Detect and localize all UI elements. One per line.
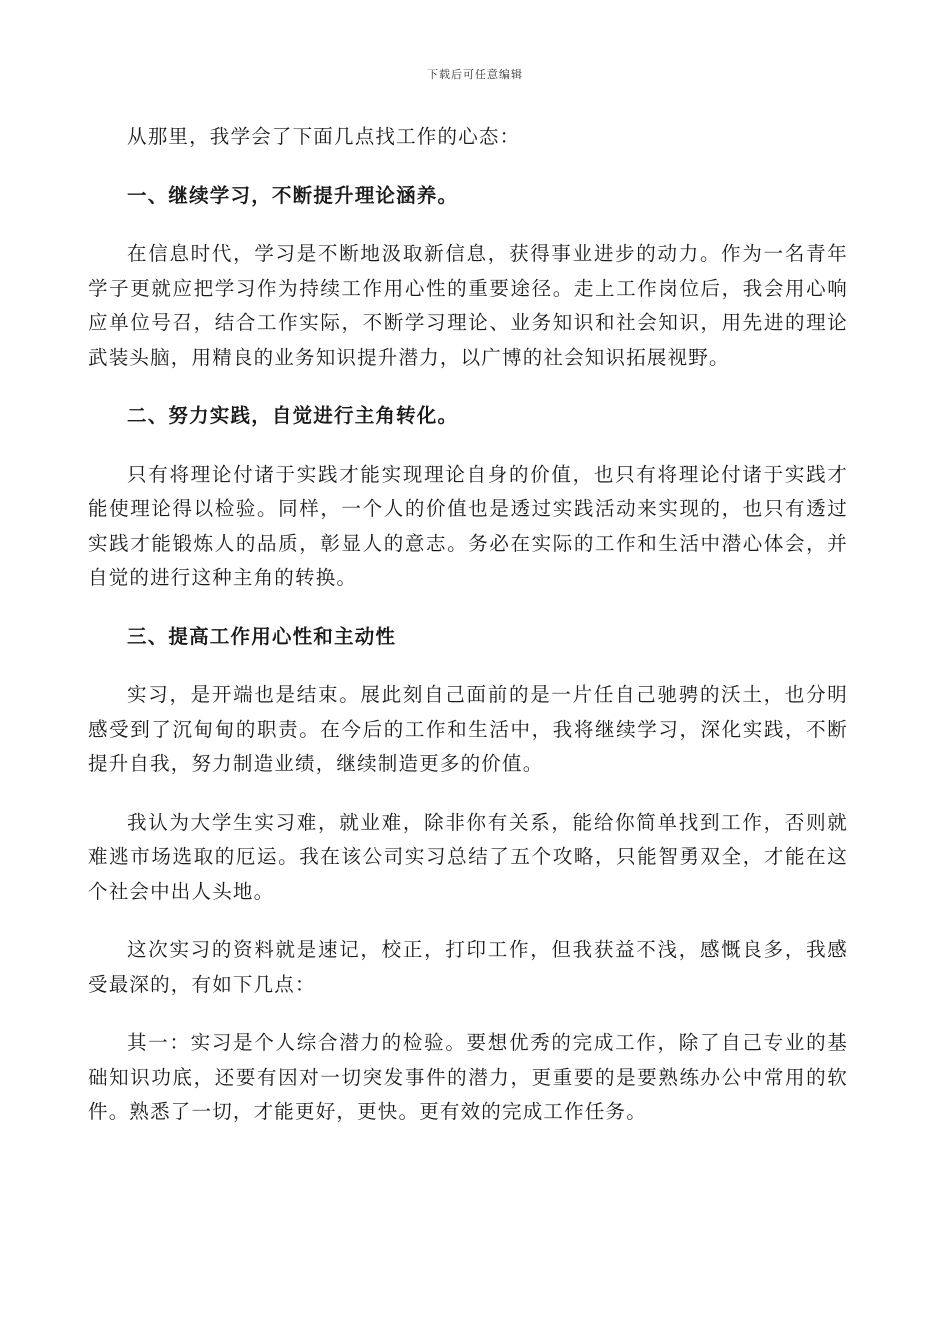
first-point-paragraph: 其一：实习是个人综合潜力的检验。要想优秀的完成工作，除了自己专业的基础知识功底，还要有因对一切突发事件的潜力，更重要的是要熟练办公中常用的软件。熟悉了一切，才能更好，更快。更有效的完成工作任务。 (88, 1031, 848, 1123)
section-paragraph-3: 实习，是开端也是结束。展此刻自己面前的是一片任自己驰骋的沃土，也分明感受到了沉甸甸的职责。在今后的工作和生活中，我将继续学习，深化实践，不断提升自我，努力制造业绩，继续制造更多的价值。 (88, 683, 848, 775)
section-paragraph-1: 在信息时代，学习是不断地汲取新信息，获得事业进步的动力。作为一名青年学子更就应把学习作为持续工作用心性的重要途径。走上工作岗位后，我会用心响应单位号召，结合工作实际，不断学习理论、业务知识和社会知识，用先进的理论武装头脑，用精良的业务知识提升潜力，以广博的社会知识拓展视野。 (88, 242, 848, 369)
section-paragraph-2: 只有将理论付诸于实践才能实现理论自身的价值，也只有将理论付诸于实践才能使理论得以检验。同样，一个人的价值也是透过实践活动来实现的，也只有透过实践才能锻炼人的品质，彰显人的意志。务必在实际的工作和生活中潜心体会，并自觉的进行这种主角的转换。 (88, 462, 848, 589)
section-heading-1: 一、继续学习，不断提升理论涵养。 (127, 183, 459, 207)
section-heading-3: 三、提高工作用心性和主动性 (127, 624, 397, 648)
page-header: 下载后可任意编辑 (427, 68, 523, 81)
opinion-paragraph: 我认为大学生实习难，就业难，除非你有关系，能给你简单找到工作，否则就难逃市场选取的厄运。我在该公司实习总结了五个攻略，只能智勇双全，才能在这个社会中出人头地。 (88, 810, 848, 903)
content-paragraph: 这次实习的资料就是速记，校正，打印工作，但我获益不浅，感慨良多，我感受最深的，有如下几点： (88, 938, 848, 996)
section-heading-2: 二、努力实践，自觉进行主角转化。 (127, 404, 459, 427)
document-body (88, 120, 848, 1154)
intro-paragraph: 从那里，我学会了下面几点找工作的心态： (127, 125, 521, 148)
